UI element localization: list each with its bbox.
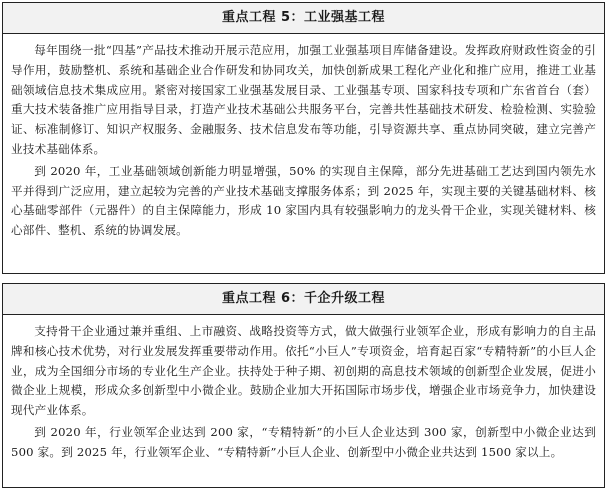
project6-paragraph-1: 支持骨干企业通过兼并重组、上市融资、战略投资等方式，做大做强行业领军企业，形成有影响力的自主品牌和核心技术优势，对行业发展发挥重要带动作用。依托“小巨人”专项资金，培育起百家“专精特新”的小巨人企业，成为全国细分市场的专业化生产企业。扶持处于种子期、初创期的高息技术领域的创新型企业发展，促进小微企业上规模，形成众多创新型中小微企业。鼓励企业加大开拓国际市场步伐，增强企业市场竞争力，加快建设现代产业体系。 (11, 324, 596, 418)
project6-paragraph-2: 到 2020 年，行业领军企业达到 200 家，“专精特新”的小巨人企业达到 300 家，创新型中小微企业达到 500 家。到 2025 年，行业领军企业、“专精特新”小巨人企业、创新型中小微企业共达到 1500 家以上。 (11, 424, 596, 459)
project5-title: 重点工程 5：工业强基工程 (3, 3, 604, 34)
project5-box (2, 2, 605, 274)
project5-body (3, 34, 604, 241)
project6-box (2, 283, 605, 488)
project6-title: 重点工程 6：千企升级工程 (3, 284, 604, 315)
document-page (2, 2, 605, 488)
project6-body (3, 315, 604, 463)
project5-paragraph-2: 到 2020 年，工业基础领域创新能力明显增强，50% 的实现自主保障，部分先进基础工艺达到国内领先水平并得到广泛应用，建立起较为完善的产业技术基础支撑服务体系；到 2025 年，实现主要的关键基础材料、核心基础零部件（元器件）的自主保障能力，形成 10 家国内具有较强影响力的龙头骨干企业，实现关键材料、核心部件、整机、系统的协调发展。 (11, 163, 596, 238)
project5-paragraph-1: 每年围绕一批“四基”产品技术推动开展示范应用，加强工业强基项目库储备建设。发挥政府财政性资金的引导作用，鼓励整机、系统和基础企业合作研发和协同攻关，加快创新成果工程化产业化和推广应用，推进工业基础领域信息技术集成应用。紧密对接国家工业强基发展目录、工业强基专项、国家科技专项和广东省首台（套）重大技术装备推广应用指导目录，打造产业技术基础公共服务平台，完善共性基础技术研发、检验检测、实验验证、标准制修订、知识产权服务、金融服务、技术信息发布等功能，引导资源共享、重点协同突破，建立完善产业技术基础体系。 (11, 43, 596, 156)
